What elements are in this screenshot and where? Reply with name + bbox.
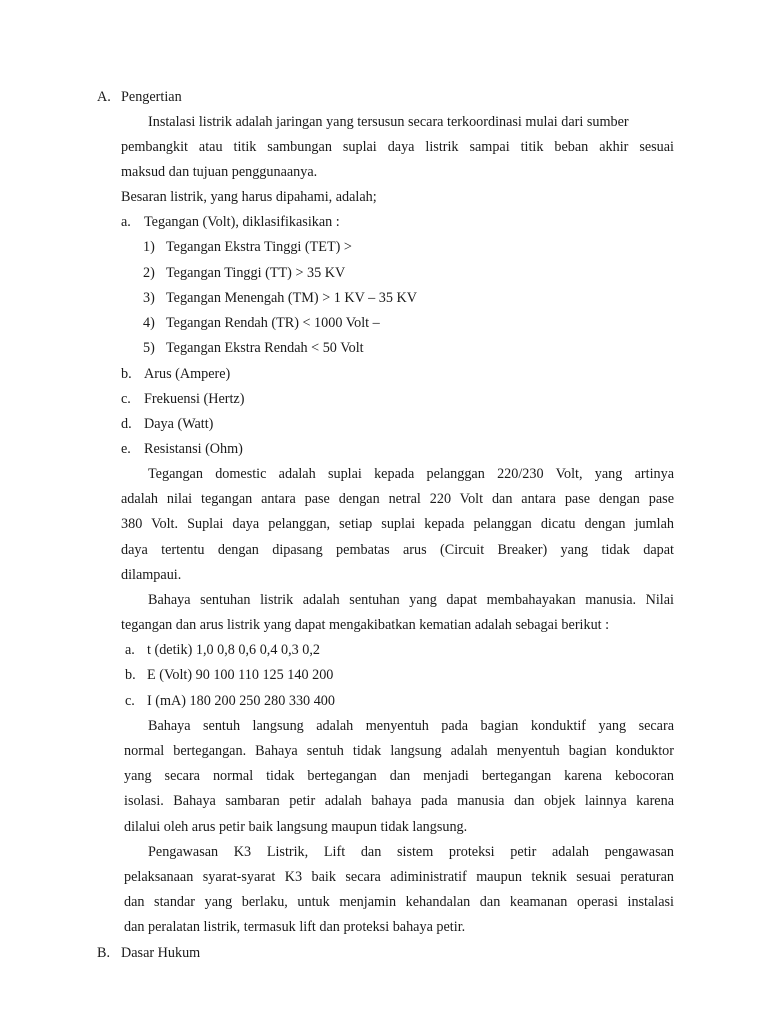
- list-marker: b.: [121, 366, 132, 382]
- contact-line: yang secara normal tidak bertegangan dan menjadi bertegangan karena kebocoran: [124, 768, 674, 784]
- domestic-line: dilampaui.: [121, 567, 182, 583]
- hazard-line: Bahaya sentuhan listrik adalah sentuhan yang dapat membahayakan manusia. Nilai: [148, 592, 674, 608]
- supervision-line: dan standar yang berlaku, untuk menjamin kehandalan dan keamanan operasi instalasi: [124, 894, 674, 910]
- intro-line: pembangkit atau titik sambungan suplai daya listrik sampai titik beban akhir sesuai: [121, 139, 674, 155]
- contact-line: isolasi. Bahaya sambaran petir adalah bahaya pada manusia dan objek lainnya karena: [124, 793, 674, 809]
- domestic-line: 380 Volt. Suplai daya pelanggan, setiap suplai kepada pelanggan dicatu dengan jumlah: [121, 516, 674, 532]
- list-item: Tegangan Ekstra Rendah < 50 Volt: [166, 340, 364, 356]
- list-item: Tegangan Ekstra Tinggi (TET) >: [166, 239, 352, 255]
- section-a-marker: A.: [97, 89, 111, 105]
- list-item: E (Volt) 90 100 110 125 140 200: [147, 667, 334, 683]
- list-item: t (detik) 1,0 0,8 0,6 0,4 0,3 0,2: [147, 642, 320, 658]
- contact-line: Bahaya sentuh langsung adalah menyentuh pada bagian konduktif yang secara: [148, 718, 674, 734]
- list-marker: a.: [125, 642, 135, 658]
- supervision-line: Pengawasan K3 Listrik, Lift dan sistem proteksi petir adalah pengawasan: [148, 844, 674, 860]
- list-marker: e.: [121, 441, 131, 457]
- list-item: Tegangan Menengah (TM) > 1 KV – 35 KV: [166, 290, 418, 306]
- list-marker: c.: [121, 391, 131, 407]
- supervision-line: pelaksanaan syarat-syarat K3 baik secara adiministratif maupun teknik sesuai peraturan: [124, 869, 674, 885]
- list-item: Daya (Watt): [144, 416, 214, 432]
- list-item: I (mA) 180 200 250 280 330 400: [147, 693, 335, 709]
- section-b-heading: Dasar Hukum: [121, 945, 201, 961]
- intro-line: Instalasi listrik adalah jaringan yang tersusun secara terkoordinasi mulai dari sumber: [148, 114, 629, 130]
- list-marker: d.: [121, 416, 132, 432]
- list-item: Arus (Ampere): [144, 366, 231, 382]
- intro-line: maksud dan tujuan penggunaanya.: [121, 164, 318, 180]
- list-item: Frekuensi (Hertz): [144, 391, 245, 407]
- list-marker: a.: [121, 214, 131, 230]
- list-marker: 3): [143, 290, 155, 306]
- domestic-line: Tegangan domestic adalah suplai kepada pelanggan 220/230 Volt, yang artinya: [148, 466, 674, 482]
- hazard-line: tegangan dan arus listrik yang dapat mengakibatkan kematian adalah sebagai berikut :: [121, 617, 610, 633]
- list-marker: 2): [143, 265, 155, 281]
- contact-line: normal bertegangan. Bahaya sentuh tidak langsung adalah menyentuh bagian konduktor: [124, 743, 674, 759]
- list-item: Tegangan Tinggi (TT) > 35 KV: [166, 265, 346, 281]
- domestic-line: adalah nilai tegangan antara pase dengan netral 220 Volt dan antara pase dengan pase: [121, 491, 674, 507]
- list-marker: 1): [143, 239, 155, 255]
- section-a-heading: Pengertian: [121, 89, 182, 105]
- besaran-heading: Besaran listrik, yang harus dipahami, adalah;: [121, 189, 377, 205]
- list-marker: 5): [143, 340, 155, 356]
- domestic-line: daya tertentu dengan dipasang pembatas arus (Circuit Breaker) yang tidak dapat: [121, 542, 674, 558]
- list-marker: c.: [125, 693, 135, 709]
- list-marker: 4): [143, 315, 155, 331]
- list-item: Resistansi (Ohm): [144, 441, 243, 457]
- list-item: Tegangan (Volt), diklasifikasikan :: [144, 214, 340, 230]
- supervision-line: dan peralatan listrik, termasuk lift dan proteksi bahaya petir.: [124, 919, 466, 935]
- list-item: Tegangan Rendah (TR) < 1000 Volt –: [166, 315, 380, 331]
- section-b-marker: B.: [97, 945, 111, 961]
- contact-line: dilalui oleh arus petir baik langsung maupun tidak langsung.: [124, 819, 468, 835]
- list-marker: b.: [125, 667, 136, 683]
